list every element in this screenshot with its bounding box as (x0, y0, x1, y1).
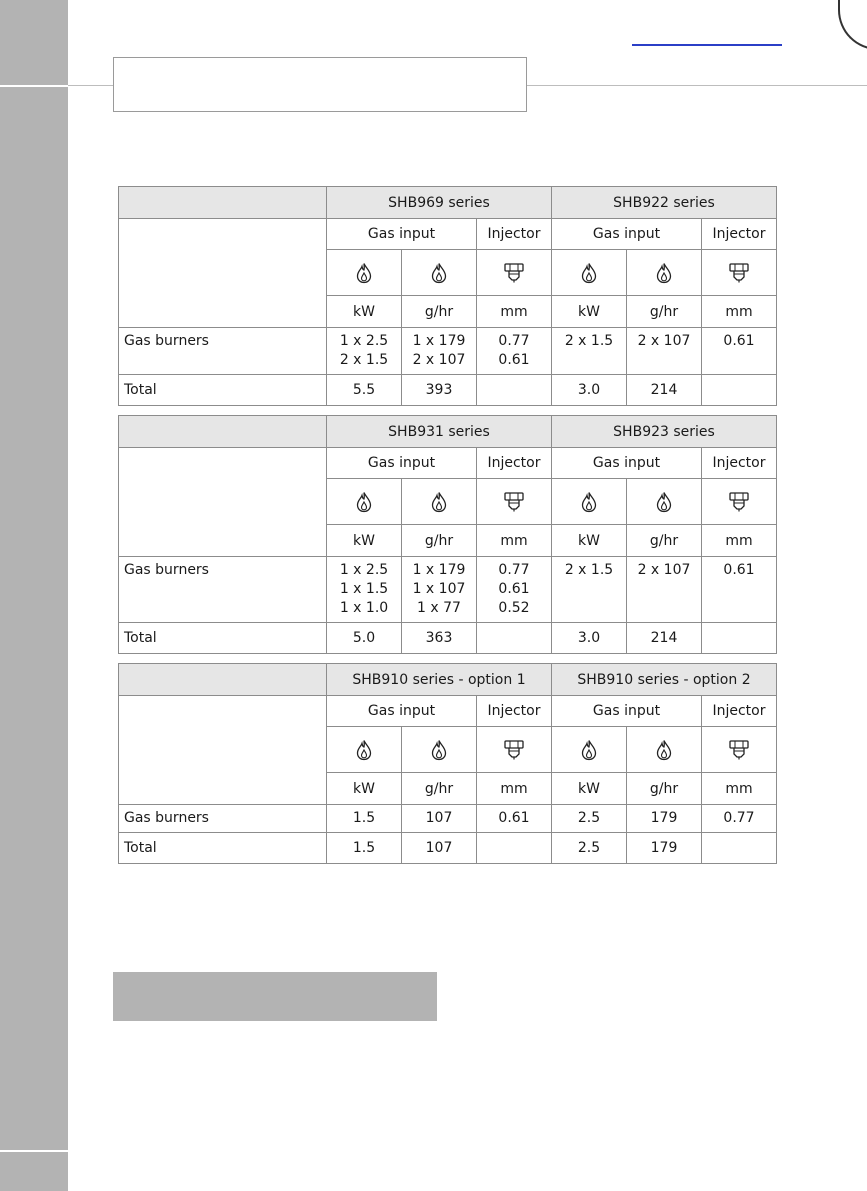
burner-value: 0.61 (498, 581, 530, 597)
flame-icon (356, 265, 372, 281)
injector-header: Injector (702, 219, 777, 250)
flame-icon (656, 494, 672, 510)
flame-icon (431, 494, 447, 510)
gas-table-2 (118, 415, 777, 654)
icon-cell (477, 479, 552, 525)
flame-icon (656, 742, 672, 758)
burner-value-cell (552, 805, 627, 833)
unit-cell: g/hr (627, 296, 702, 328)
total-value (477, 833, 552, 864)
row-label-blank (119, 219, 327, 328)
gas-input-header: Gas input (327, 448, 477, 479)
burner-value-cell (702, 328, 777, 375)
injector-icon (503, 742, 525, 758)
series-header: SHB969 series (327, 187, 552, 219)
total-value: 363 (402, 623, 477, 654)
total-value: 5.0 (327, 623, 402, 654)
burner-value: 0.77 (723, 810, 755, 826)
injector-header: Injector (477, 448, 552, 479)
injector-icon (728, 494, 750, 510)
total-label: Total (119, 623, 327, 654)
unit-cell: mm (477, 525, 552, 557)
row-label-blank (119, 696, 327, 805)
total-label: Total (119, 375, 327, 406)
side-bar-divider-bottom (0, 1150, 68, 1152)
unit-cell: g/hr (402, 773, 477, 805)
total-value (702, 375, 777, 406)
burner-value: 1 x 1.0 (339, 600, 389, 616)
icon-cell (627, 727, 702, 773)
burner-value: 1 x 179 (412, 562, 466, 578)
total-label: Total (119, 833, 327, 864)
unit-cell: g/hr (627, 773, 702, 805)
unit-cell: mm (477, 296, 552, 328)
section-heading-box (113, 972, 437, 1021)
burner-value: 1 x 2.5 (339, 333, 389, 349)
icon-cell (552, 250, 627, 296)
burner-value: 1 x 179 (412, 333, 466, 349)
total-value: 107 (402, 833, 477, 864)
unit-cell: kW (327, 773, 402, 805)
burner-value: 2 x 1.5 (564, 333, 614, 349)
burner-value-cell (327, 805, 402, 833)
unit-cell: mm (702, 525, 777, 557)
unit-cell: g/hr (627, 525, 702, 557)
burner-value-cell (627, 328, 702, 375)
burner-value: 0.61 (723, 562, 755, 578)
icon-cell (702, 250, 777, 296)
icon-cell (627, 479, 702, 525)
icon-cell (702, 479, 777, 525)
burner-value-cell (402, 805, 477, 833)
burner-value-cell (552, 328, 627, 375)
burner-value-cell (477, 557, 552, 623)
series-header: SHB923 series (552, 416, 777, 448)
burner-value: 1 x 2.5 (339, 562, 389, 578)
gas-burners-label: Gas burners (119, 805, 327, 833)
injector-icon (503, 494, 525, 510)
burner-value: 2 x 1.5 (339, 352, 389, 368)
gas-input-header: Gas input (552, 448, 702, 479)
icon-cell (627, 250, 702, 296)
gas-burners-label: Gas burners (119, 328, 327, 375)
total-value: 3.0 (552, 623, 627, 654)
injector-icon (728, 265, 750, 281)
flame-icon (581, 494, 597, 510)
total-value (477, 623, 552, 654)
header-link-underline[interactable] (632, 44, 782, 46)
icon-cell (402, 727, 477, 773)
burner-value-cell (477, 805, 552, 833)
total-value: 5.5 (327, 375, 402, 406)
total-value: 2.5 (552, 833, 627, 864)
burner-value: 2 x 107 (637, 562, 691, 578)
unit-cell: kW (552, 773, 627, 805)
gas-input-header: Gas input (552, 696, 702, 727)
series-header: SHB922 series (552, 187, 777, 219)
unit-cell: g/hr (402, 525, 477, 557)
burner-value: 0.77 (498, 562, 530, 578)
total-value: 3.0 (552, 375, 627, 406)
flame-icon (431, 742, 447, 758)
burner-value: 2 x 1.5 (564, 562, 614, 578)
header-blank-cell (119, 664, 327, 696)
gas-table-1 (118, 186, 777, 406)
series-header: SHB910 series - option 2 (552, 664, 777, 696)
burner-value: 0.61 (498, 352, 530, 368)
burner-value: 0.61 (723, 333, 755, 349)
total-value: 214 (627, 375, 702, 406)
injector-icon (728, 742, 750, 758)
icon-cell (552, 727, 627, 773)
icon-cell (327, 479, 402, 525)
total-value (702, 623, 777, 654)
icon-cell (402, 479, 477, 525)
icon-cell (402, 250, 477, 296)
burner-value: 107 (425, 810, 453, 826)
total-value: 179 (627, 833, 702, 864)
icon-cell (702, 727, 777, 773)
unit-cell: kW (327, 296, 402, 328)
gas-input-header: Gas input (327, 219, 477, 250)
injector-header: Injector (477, 219, 552, 250)
burner-value: 0.52 (498, 600, 530, 616)
burner-value: 2 x 107 (637, 333, 691, 349)
side-bar-divider-top (0, 85, 68, 87)
total-value: 214 (627, 623, 702, 654)
burner-value: 0.77 (498, 333, 530, 349)
injector-icon (503, 265, 525, 281)
burner-value: 2 x 107 (412, 352, 466, 368)
total-value (702, 833, 777, 864)
burner-value: 1.5 (352, 810, 376, 826)
header-blank-cell (119, 187, 327, 219)
series-header: SHB931 series (327, 416, 552, 448)
flame-icon (581, 742, 597, 758)
flame-icon (581, 265, 597, 281)
burner-value: 1 x 107 (412, 581, 466, 597)
injector-header: Injector (477, 696, 552, 727)
unit-cell: kW (327, 525, 402, 557)
injector-header: Injector (702, 696, 777, 727)
burner-value-cell (702, 805, 777, 833)
header-blank-cell (119, 416, 327, 448)
unit-cell: g/hr (402, 296, 477, 328)
burner-value: 1 x 1.5 (339, 581, 389, 597)
burner-value-cell (327, 328, 402, 375)
flame-icon (356, 494, 372, 510)
injector-header: Injector (702, 448, 777, 479)
series-header: SHB910 series - option 1 (327, 664, 552, 696)
burner-value-cell (627, 557, 702, 623)
total-value: 1.5 (327, 833, 402, 864)
page-corner-curve (838, 0, 867, 50)
burner-value-cell (702, 557, 777, 623)
gas-burners-label: Gas burners (119, 557, 327, 623)
burner-value: 179 (650, 810, 678, 826)
side-bar (0, 0, 68, 1191)
burner-value: 1 x 77 (417, 600, 461, 616)
icon-cell (327, 250, 402, 296)
unit-cell: mm (702, 296, 777, 328)
gas-input-header: Gas input (552, 219, 702, 250)
burner-value-cell (402, 557, 477, 623)
flame-icon (356, 742, 372, 758)
row-label-blank (119, 448, 327, 557)
total-value: 393 (402, 375, 477, 406)
unit-cell: mm (477, 773, 552, 805)
gas-input-header: Gas input (327, 696, 477, 727)
section-title-box (113, 57, 527, 112)
icon-cell (477, 727, 552, 773)
burner-value-cell (552, 557, 627, 623)
icon-cell (552, 479, 627, 525)
burner-value-cell (327, 557, 402, 623)
burner-value-cell (402, 328, 477, 375)
gas-table-3 (118, 663, 777, 864)
unit-cell: mm (702, 773, 777, 805)
flame-icon (431, 265, 447, 281)
burner-value-cell (627, 805, 702, 833)
icon-cell (477, 250, 552, 296)
total-value (477, 375, 552, 406)
icon-cell (327, 727, 402, 773)
burner-value-cell (477, 328, 552, 375)
burner-value: 2.5 (577, 810, 601, 826)
burner-value: 0.61 (498, 810, 530, 826)
flame-icon (656, 265, 672, 281)
unit-cell: kW (552, 525, 627, 557)
unit-cell: kW (552, 296, 627, 328)
